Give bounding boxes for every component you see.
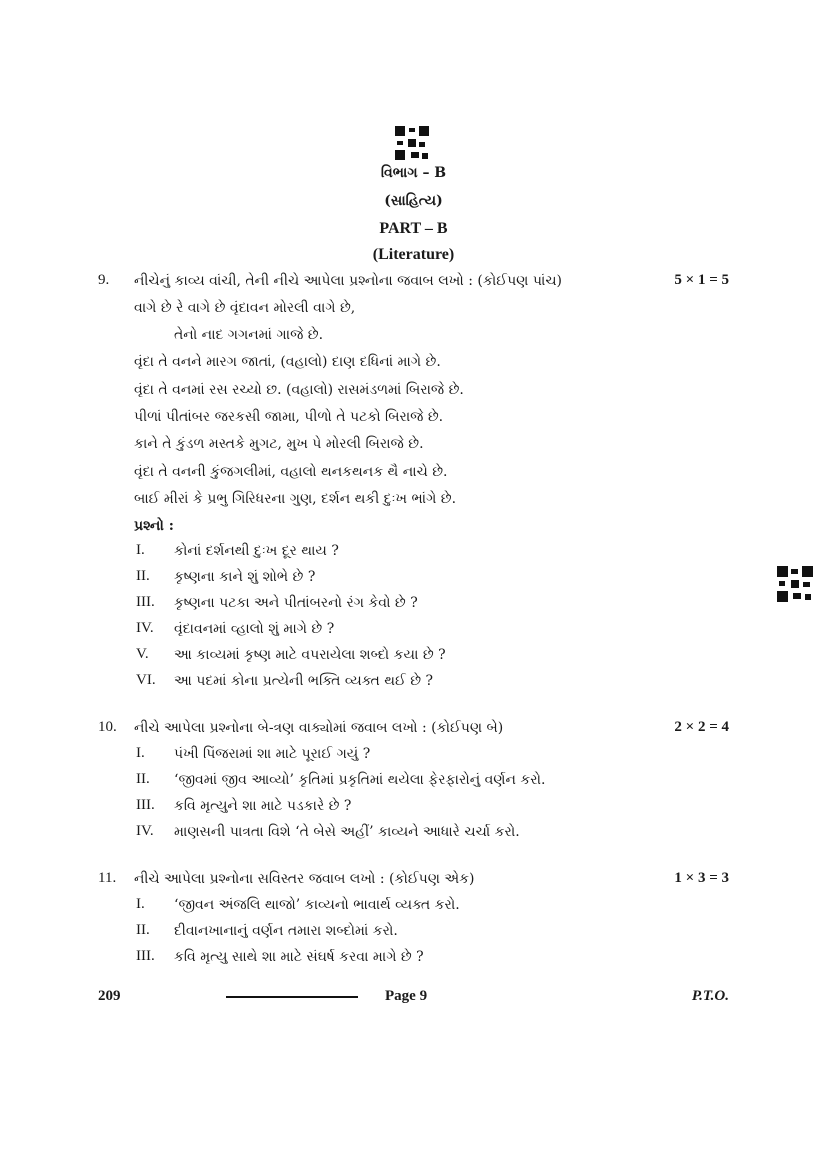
poem-line: વૃંદા તે વનની કુંજગલીમાં, વહાલો થનકથનક થૈ નાચે છે. — [134, 464, 448, 480]
subquestion-text: આ પદમાં કોના પ્રત્યેની ભક્તિ વ્યક્ત થઈ છે ? — [174, 673, 434, 689]
subquestion-number: III. — [136, 594, 155, 610]
poem-line: તેનો નાદ ગગનમાં ગાજે છે. — [174, 327, 324, 343]
page-number: Page 9 — [385, 988, 428, 1004]
subquestion-text: કૃષ્ણના પટકા અને પીતાંબરનો રંગ કેવો છે ? — [174, 595, 418, 611]
subquestion-number: III. — [136, 948, 155, 964]
question-9-number: 9. — [98, 272, 110, 288]
subject-title-english: (Literature) — [372, 246, 455, 263]
subquestion-number: II. — [136, 922, 150, 938]
subquestion-number: II. — [136, 771, 150, 787]
poem-line: કાને તે કુંડળ મસ્તકે મુગટ, મુખ પે મોરલી બિરાજે છે. — [134, 436, 424, 452]
pto-label: P.T.O. — [691, 988, 729, 1004]
questions-label: પ્રશ્નો : — [134, 518, 174, 534]
question-11-marks: 1 × 3 = 3 — [674, 870, 729, 886]
subquestion-text: કવિ મૃત્યુને શા માટે પડકારે છે ? — [174, 798, 352, 814]
subquestion-number: I. — [136, 896, 145, 912]
subject-title-gujarati: (સાહિત્ય) — [384, 193, 443, 209]
question-9-marks: 5 × 1 = 5 — [674, 272, 729, 288]
subquestion-text: કૃષ્ણના કાને શું શોભે છે ? — [174, 569, 316, 585]
subquestion-number: II. — [136, 568, 150, 584]
subquestion-number: I. — [136, 542, 145, 558]
subquestion-number: I. — [136, 745, 145, 761]
question-11-prompt: નીચે આપેલા પ્રશ્નોના સવિસ્તર જવાબ લખો : (કોઈપણ એક) — [134, 871, 475, 887]
subquestion-text: વૃંદાવનમાં વ્હાલો શું માગે છે ? — [174, 621, 335, 637]
subquestion-text: કવિ મૃત્યુ સાથે શા માટે સંઘર્ષ કરવા માગે છે ? — [174, 949, 424, 965]
subquestion-number: IV. — [136, 620, 154, 636]
poem-line: વાગે છે રે વાગે છે વૃંદાવન મોરલી વાગે છે, — [134, 300, 356, 316]
subquestion-number: IV. — [136, 823, 154, 839]
subquestion-text: પંખી પિંજરામાં શા માટે પૂરાઈ ગયું ? — [174, 746, 371, 762]
subquestion-text: આ કાવ્યમાં કૃષ્ણ માટે વપરાયેલા શબ્દો કયા છે ? — [174, 647, 446, 663]
subquestion-text: ‘જીવન અંજલિ થાજો’ કાવ્યનો ભાવાર્થ વ્યક્ત કરો. — [174, 897, 460, 913]
poem-line: પીળાં પીતાંબર જરકસી જામા, પીળો તે પટકો બિરાજે છે. — [134, 409, 444, 425]
subquestion-number: V. — [136, 646, 149, 662]
subquestion-text: કોનાં દર્શનથી દુઃખ દૂર થાય ? — [174, 543, 339, 559]
question-10-marks: 2 × 2 = 4 — [674, 719, 729, 735]
subquestion-text: માણસની પાત્રતા વિશે ‘તે બેસે અહીં’ કાવ્યને આધારે ચર્ચા કરો. — [174, 824, 520, 840]
question-9-prompt: નીચેનું કાવ્ય વાંચી, તેની નીચે આપેલા પ્રશ્નોના જવાબ લખો : (કોઈપણ પાંચ) — [134, 273, 563, 289]
question-11-number: 11. — [98, 870, 117, 886]
part-title: PART – B — [379, 220, 448, 237]
qr-code-top — [395, 126, 429, 160]
poem-line: બાઈ મીરાં કે પ્રભુ ગિરિધરના ગુણ, દર્શન થકી દુઃખ ભાંગે છે. — [134, 491, 457, 507]
poem-line: વૃંદા તે વનમાં રસ રચ્યો છ. (વહાલો) રાસમંડળમાં બિરાજે છે. — [134, 382, 464, 398]
footer-rule — [226, 996, 358, 998]
poem-line: વૃંદા તે વનને મારગ જાતાં, (વહાલો) દાણ દધિનાં માગે છે. — [134, 354, 441, 370]
section-title-gujarati: વિભાગ – B — [380, 165, 447, 181]
paper-code: 209 — [98, 988, 121, 1004]
subquestion-number: VI. — [136, 672, 156, 688]
question-10-number: 10. — [98, 719, 117, 735]
subquestion-text: ‘જીવમાં જીવ આવ્યો’ કૃતિમાં પ્રકૃતિમાં થયેલા ફેરફારોનું વર્ણન કરો. — [174, 772, 546, 788]
qr-code-side — [777, 566, 813, 602]
subquestion-text: દીવાનખાનાનું વર્ણન તમારા શબ્દોમાં કરો. — [174, 923, 398, 939]
subquestion-number: III. — [136, 797, 155, 813]
question-10-prompt: નીચે આપેલા પ્રશ્નોના બે-ત્રણ વાક્યોમાં જવાબ લખો : (કોઈપણ બે) — [134, 720, 504, 736]
